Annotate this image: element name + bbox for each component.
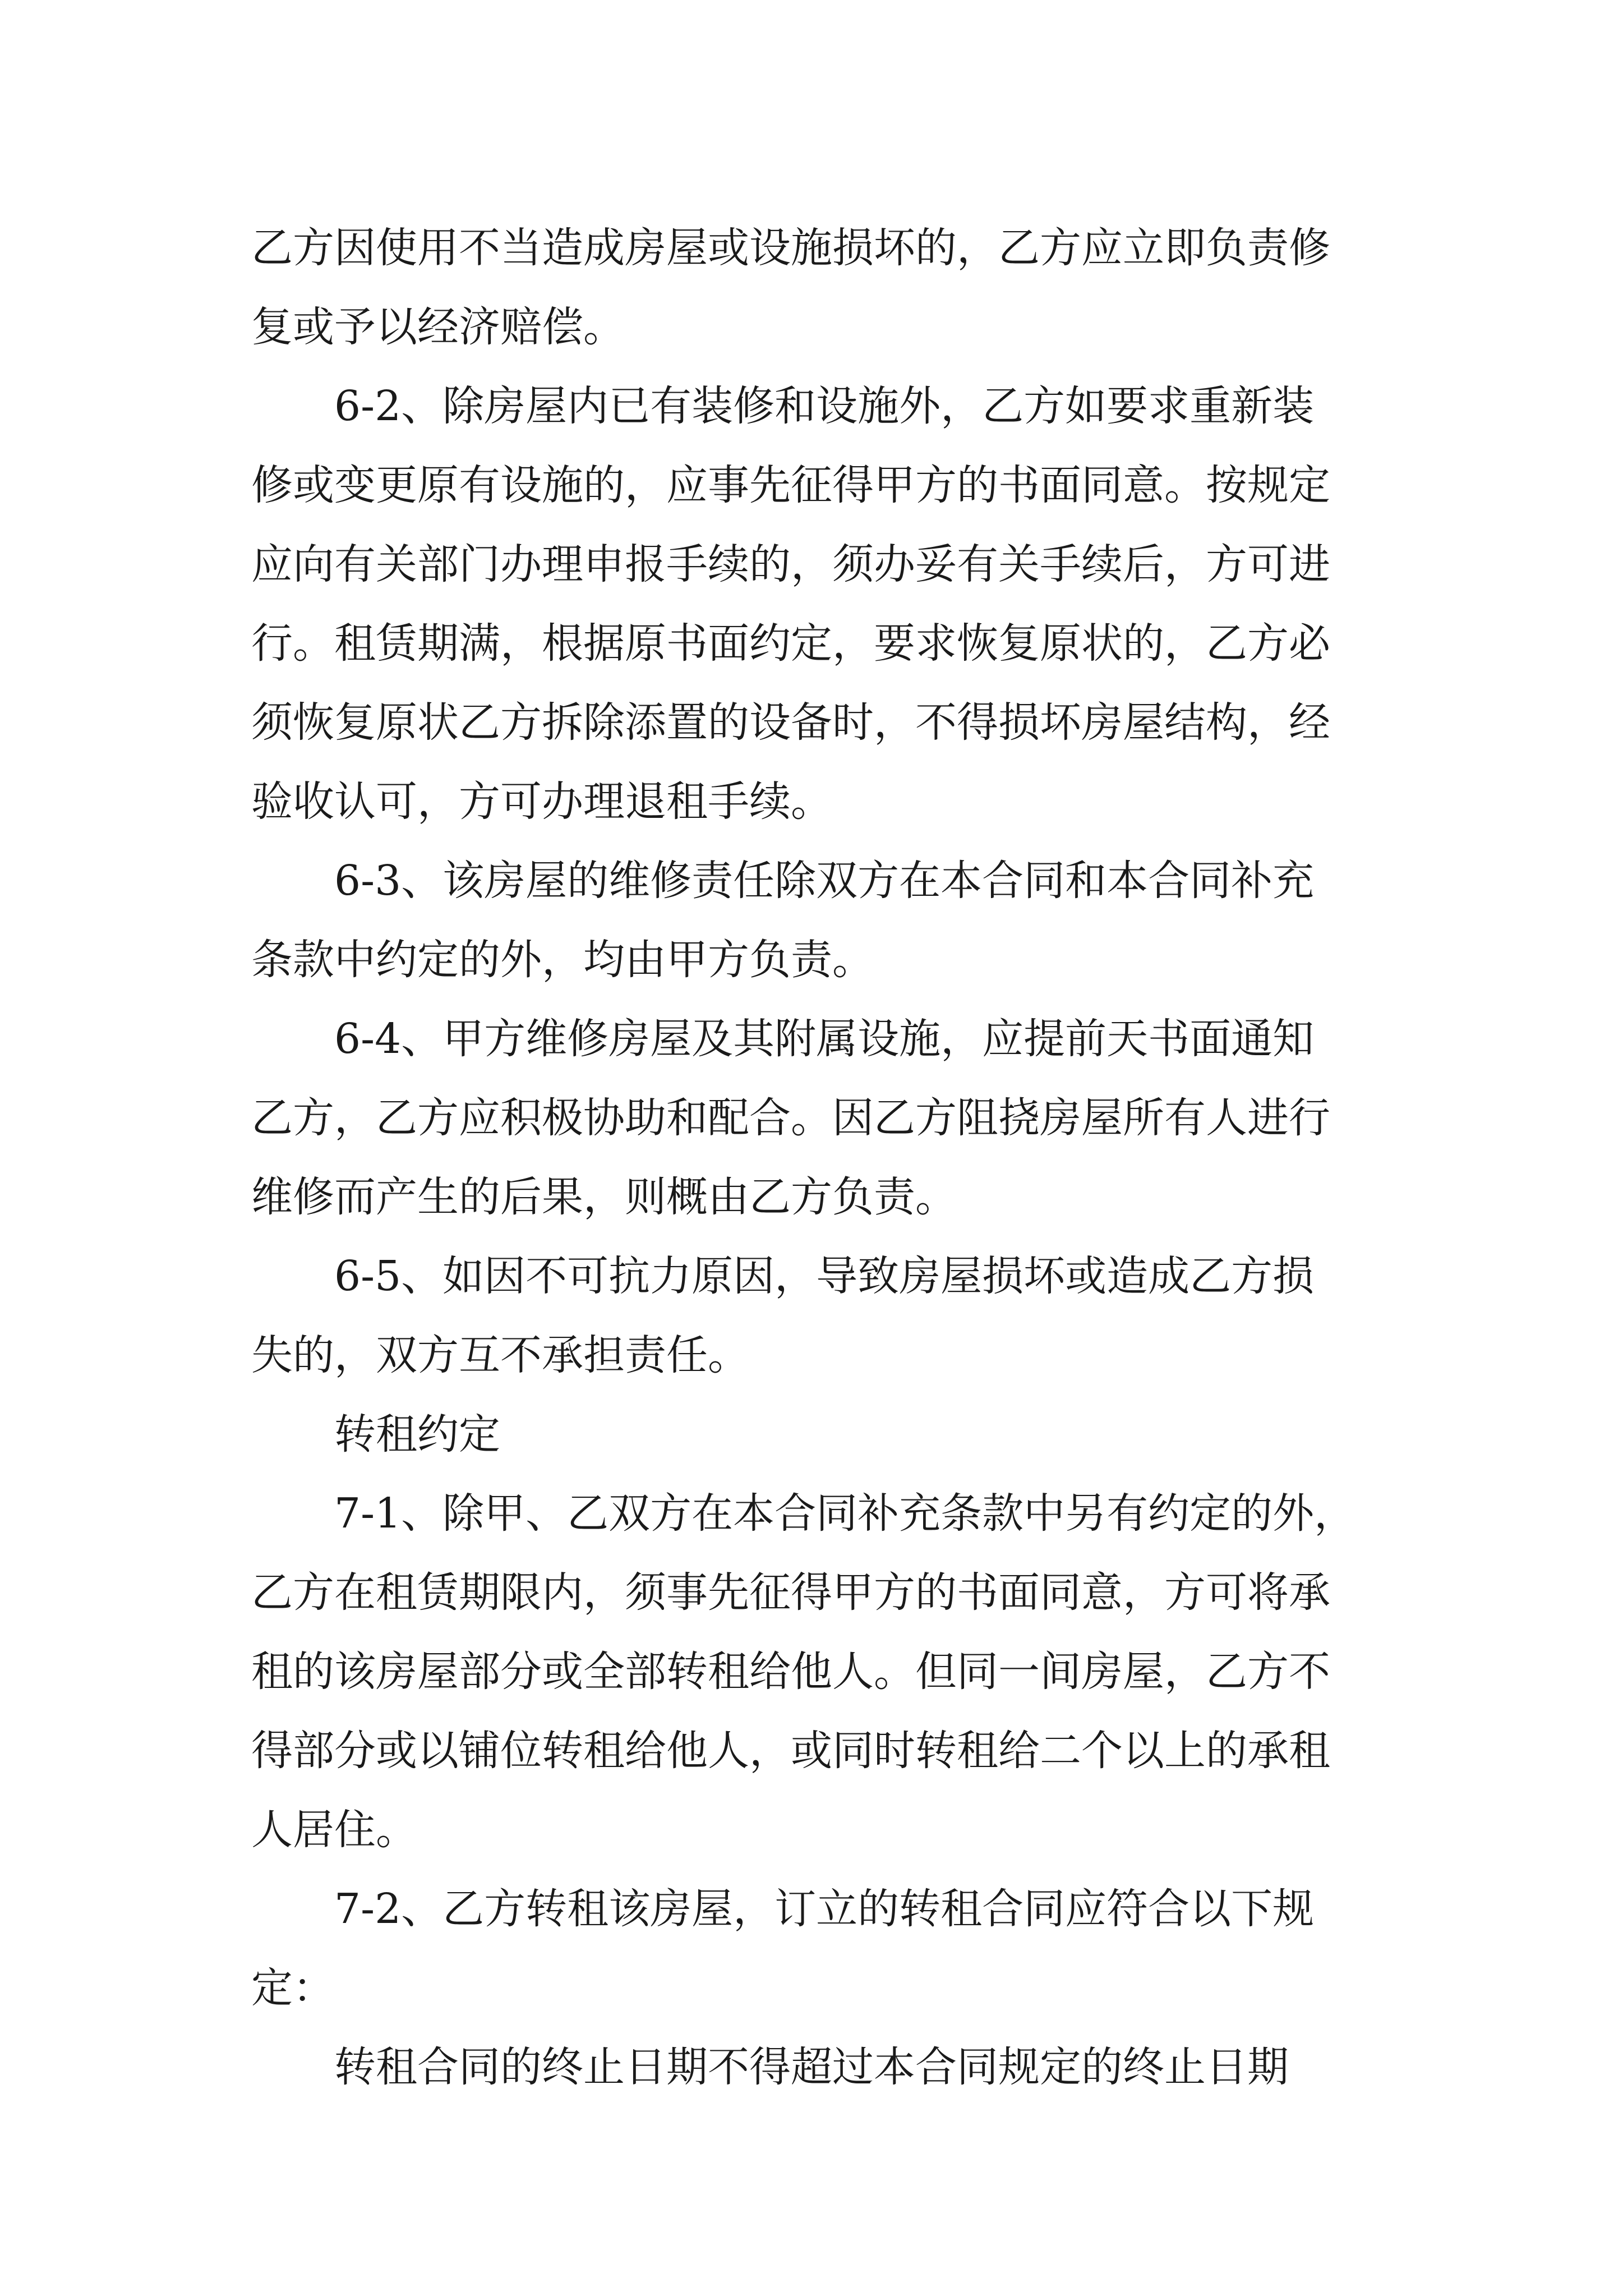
text-line: 复或予以经济赔偿。	[251, 303, 625, 351]
text-line: 乙方因使用不当造成房屋或设施损坏的，乙方应立即负责修	[251, 224, 1330, 272]
text-line: 转租合同的终止日期不得超过本合同规定的终止日期	[334, 2043, 1289, 2091]
text-line: 7-1、除甲、乙双方在本合同补充条款中另有约定的外，	[334, 1489, 1356, 1538]
text-line: 6-4、甲方维修房屋及其附属设施，应提前天书面通知	[334, 1015, 1315, 1063]
text-line: 维修而产生的后果，则概由乙方负责。	[251, 1173, 957, 1221]
text-line: 人居住。	[251, 1806, 417, 1854]
text-line: 租的该房屋部分或全部转租给他人。但同一间房屋，乙方不	[251, 1648, 1330, 1696]
text-line: 6-5、如因不可抗力原因，导致房屋损坏或造成乙方损	[334, 1252, 1315, 1300]
text-line: 乙方在租赁期限内，须事先征得甲方的书面同意，方可将承	[251, 1568, 1330, 1617]
text-line: 6-3、该房屋的维修责任除双方在本合同和本合同补充	[334, 857, 1315, 905]
text-line: 乙方，乙方应积极协助和配合。因乙方阻挠房屋所有人进行	[251, 1094, 1330, 1142]
text-line: 得部分或以铺位转租给他人，或同时转租给二个以上的承租	[251, 1727, 1330, 1775]
text-line: 验收认可，方可办理退租手续。	[251, 777, 832, 826]
text-line: 定：	[251, 1964, 334, 2012]
text-line: 须恢复原状乙方拆除添置的设备时，不得损坏房屋结构，经	[251, 698, 1330, 747]
document-page	[251, 209, 1395, 2107]
text-line: 条款中约定的外，均由甲方负责。	[251, 936, 874, 984]
text-line: 修或变更原有设施的，应事先征得甲方的书面同意。按规定	[251, 461, 1330, 509]
text-line: 6-2、除房屋内已有装修和设施外，乙方如要求重新装	[334, 382, 1315, 430]
text-line: 失的，双方互不承担责任。	[251, 1331, 749, 1379]
text-line: 行。租赁期满，根据原书面约定，要求恢复原状的，乙方必	[251, 619, 1330, 668]
text-line: 应向有关部门办理申报手续的，须办妥有关手续后，方可进	[251, 540, 1330, 588]
section-heading: 转租约定	[334, 1410, 500, 1458]
text-line: 7-2、乙方转租该房屋，订立的转租合同应符合以下规	[334, 1885, 1315, 1933]
